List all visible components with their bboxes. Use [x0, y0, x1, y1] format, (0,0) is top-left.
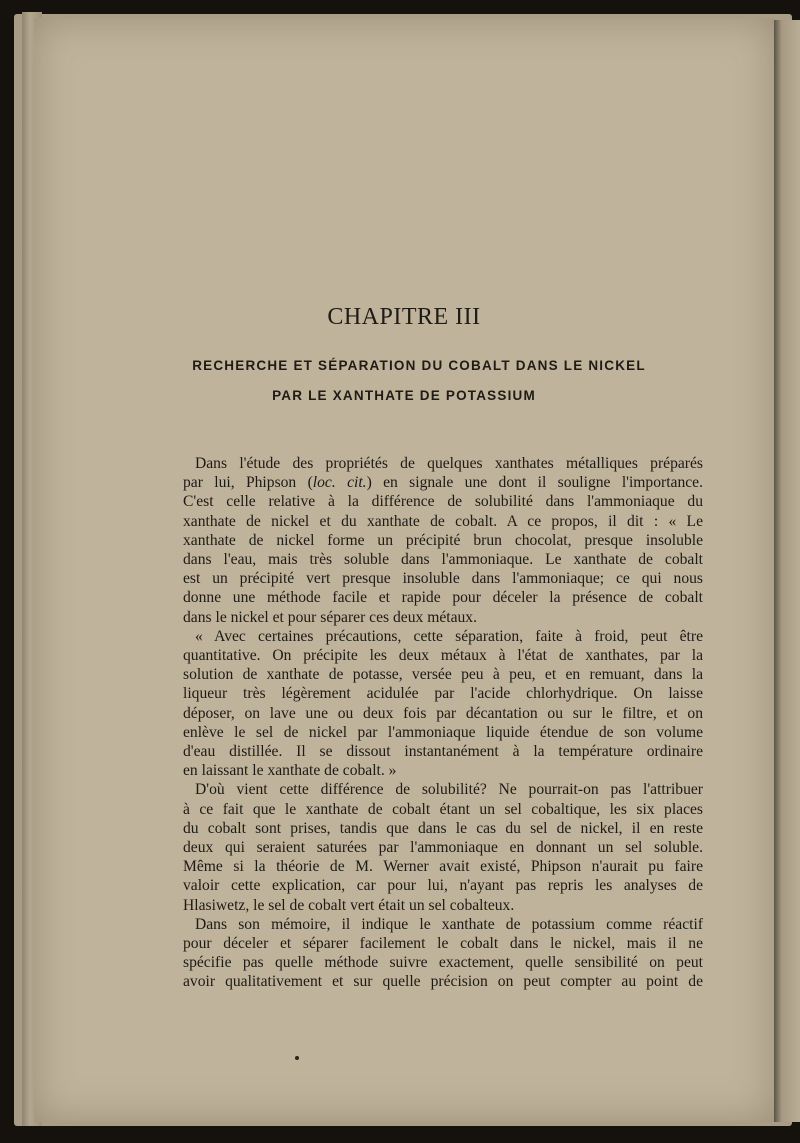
text-line: Même si la théorie de M. Werner avait existé, Phipson n'aurait pu faire [183, 858, 703, 876]
chapter-title: CHAPITRE III [327, 304, 481, 330]
text-line: est un précipité vert presque insoluble dans l'ammoniaque; ce qui nous [183, 570, 703, 588]
text-line: solution de xanthate de potasse, versée peu à peu, et en remuant, dans la [183, 666, 703, 684]
text-line: « Avec certaines précautions, cette séparation, faite à froid, peut être [195, 627, 703, 645]
text-line: liqueur très légèrement acidulée par l'acide chlorhydrique. On laisse [183, 685, 703, 703]
text-line: deux qui seraient saturées par l'ammoniaque en donnant un sel soluble. [183, 839, 703, 857]
ink-speck [295, 1056, 299, 1060]
text-line: dans l'eau, mais très soluble dans l'ammoniaque. Le xanthate de cobalt [183, 551, 703, 569]
text-line: quantitative. On précipite les deux métaux à l'état de xanthates, par la [183, 647, 703, 665]
text-line: en laissant le xanthate de cobalt. » [183, 762, 397, 780]
text-line: xanthate de nickel forme un précipité brun chocolat, presque insoluble [183, 531, 703, 549]
text-line: Hlasiwetz, le sel de cobalt vert était un sel cobalteux. [183, 896, 515, 914]
text-line: Dans son mémoire, il indique le xanthate de potassium comme réactif [195, 915, 703, 933]
text-line: dans le nickel et pour séparer ces deux métaux. [183, 608, 477, 626]
text-line: pour déceler et séparer facilement le cobalt dans le nickel, mais il ne [183, 935, 703, 953]
book-page [34, 18, 774, 1122]
text-line: enlève le sel de nickel par l'ammoniaque liquide étendue de son volume [183, 723, 703, 741]
body-text [183, 454, 703, 992]
text-line: par lui, Phipson (loc. cit.) en signale une dont il souligne l'importance. [183, 474, 704, 492]
text-line: donne une méthode facile et rapide pour déceler la présence de cobalt [183, 589, 703, 607]
text-line: d'eau distillée. Il se dissout instantanément à la température ordinaire [183, 743, 703, 761]
text-line: valoir cette explication, car pour lui, n'ayant pas repris les analyses de [183, 877, 703, 895]
chapter-subtitle-line2: PAR LE XANTHATE DE POTASSIUM [272, 388, 536, 403]
text-line: spécifie pas quelle méthode suivre exactement, quelle sensibilité on peut [183, 954, 703, 972]
chapter-subtitle-line1: RECHERCHE ET SÉPARATION DU COBALT DANS LE NICKEL [192, 358, 646, 373]
next-page-edge [774, 20, 800, 1122]
text-line: Dans l'étude des propriétés de quelques xanthates métalliques préparés [195, 455, 703, 472]
text-line: D'où vient cette différence de solubilité? Ne pourrait-on pas l'attribuer [195, 781, 703, 799]
text-line: du cobalt sont prises, tandis que dans le cas du sel de nickel, il en reste [183, 819, 703, 837]
text-line: déposer, on lave une ou deux fois par décantation ou sur le filtre, et on [183, 704, 703, 722]
text-line: avoir qualitativement et sur quelle précision on peut compter au point de [183, 973, 703, 991]
text-line: xanthate de nickel et du xanthate de cobalt. A ce propos, il dit : « Le [183, 512, 703, 530]
text-line: C'est celle relative à la différence de solubilité dans l'ammoniaque du [183, 493, 703, 511]
text-line: à ce fait que le xanthate de cobalt étant un sel cobaltique, les six places [183, 800, 703, 818]
